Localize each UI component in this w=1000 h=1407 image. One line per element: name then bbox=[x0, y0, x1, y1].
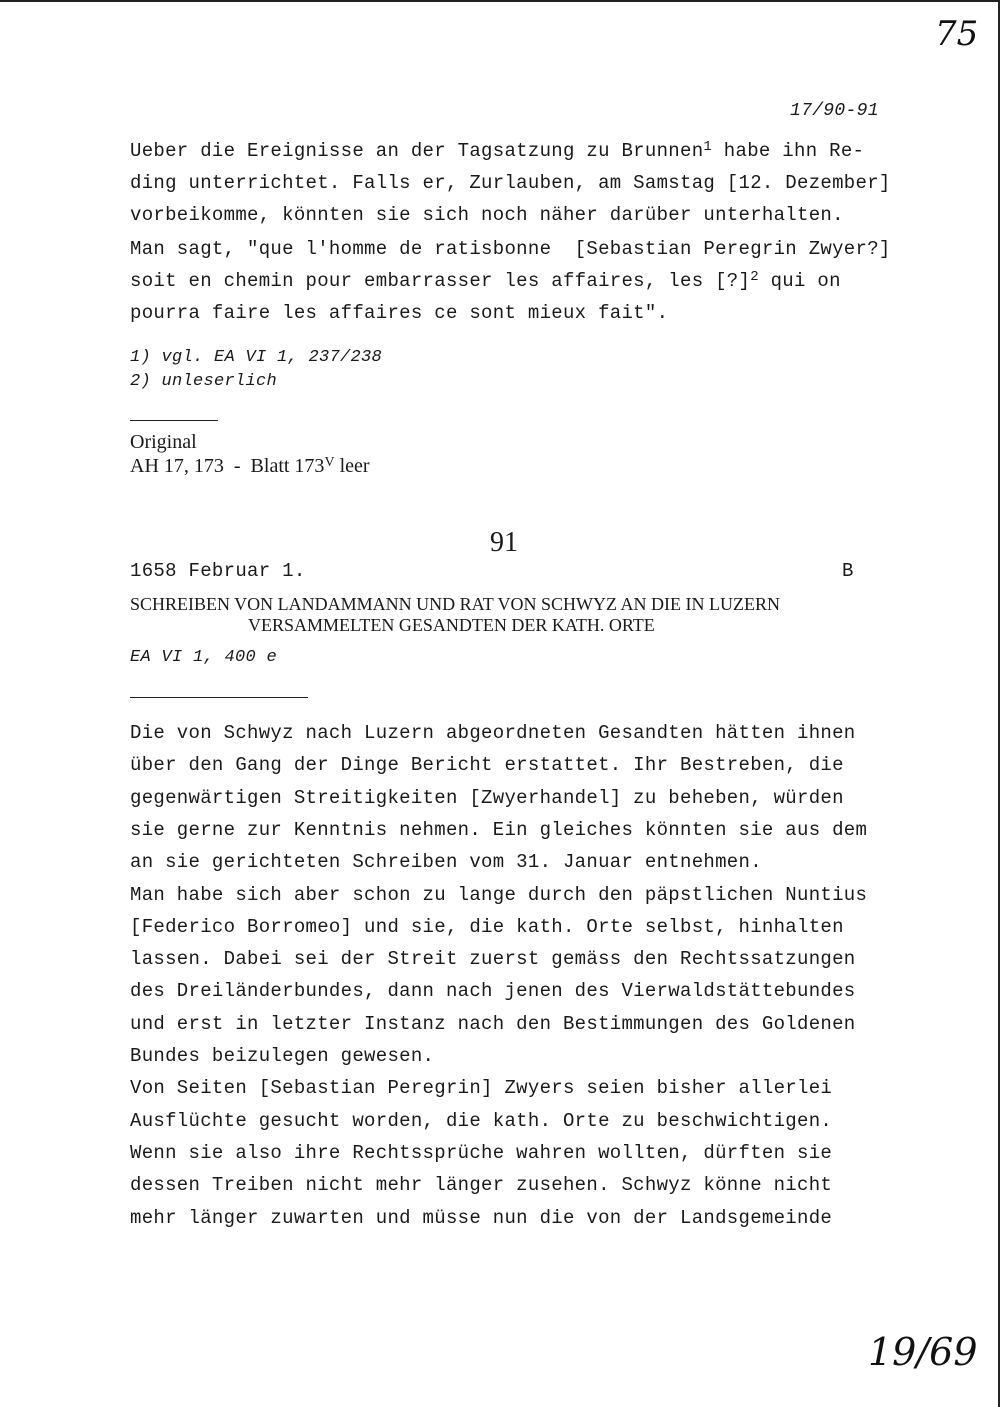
source-reference-sup: V bbox=[324, 455, 335, 470]
footnote-2: 2) unleserlich bbox=[130, 372, 278, 391]
entry-title-line-2: VERSAMMELTEN GESANDTEN DER KATH. ORTE bbox=[248, 615, 655, 635]
body-line: des Dreiländerbundes, dann nach jenen des Vierwaldstättebundes bbox=[130, 980, 856, 1002]
prev-entry-line-text: Ueber die Ereignisse an der Tagsatzung zu Brunnen bbox=[130, 140, 704, 162]
source-reference-tail: leer bbox=[334, 455, 370, 477]
footnote-marker: 1 bbox=[703, 139, 713, 155]
body-line: gegenwärtigen Streitigkeiten [Zwyerhandel] zu beheben, würden bbox=[130, 787, 844, 809]
prev-entry-line-text: soit en chemin pour embarrasser les affaires, les [?] bbox=[130, 270, 751, 292]
body-line: an sie gerichteten Schreiben vom 31. Januar entnehmen. bbox=[130, 851, 762, 873]
body-line: Von Seiten [Sebastian Peregrin] Zwyers seien bisher allerlei bbox=[130, 1077, 833, 1099]
entry-reference: EA VI 1, 400 e bbox=[130, 648, 278, 667]
body-line: Wenn sie also ihre Rechtssprüche wahren wollten, dürften sie bbox=[130, 1142, 833, 1164]
footnote-marker: 2 bbox=[750, 269, 759, 285]
prev-entry-line-text: ding unterrichtet. Falls er, Zurlauben, am Samstag [12. Dezember] bbox=[130, 172, 891, 194]
prev-entry-line bbox=[130, 238, 891, 260]
body-line: sie gerne zur Kenntnis nehmen. Ein gleiches könnten sie aus dem bbox=[130, 819, 868, 841]
folio-mark: 75 bbox=[935, 14, 979, 54]
prev-entry-line bbox=[130, 140, 864, 162]
prev-entry-line-tail: qui on bbox=[758, 270, 841, 292]
prev-entry-line-text: Man sagt, "que l'homme de ratisbonne [Sebastian Peregrin Zwyer?] bbox=[130, 238, 891, 260]
divider-rule bbox=[130, 420, 218, 421]
prev-entry-line-tail: habe ihn Re- bbox=[712, 140, 865, 162]
entry-title-line-1: SCHREIBEN VON LANDAMMANN UND RAT VON SCHWYZ AN DIE IN LUZERN bbox=[130, 594, 781, 614]
source-label: Original bbox=[130, 431, 197, 453]
footnote-1: 1) vgl. EA VI 1, 237/238 bbox=[130, 348, 383, 367]
body-line: Man habe sich aber schon zu lange durch den päpstlichen Nuntius bbox=[130, 884, 868, 906]
body-line: [Federico Borromeo] und sie, die kath. Orte selbst, hinhalten bbox=[130, 916, 844, 938]
prev-entry-line-text: vorbeikomme, könnten sie sich noch näher darüber unterhalten. bbox=[130, 204, 844, 226]
entry-number: 91 bbox=[490, 527, 518, 558]
body-line: Die von Schwyz nach Luzern abgeordneten Gesandten hätten ihnen bbox=[130, 722, 856, 744]
entry-date: 1658 Februar 1. bbox=[130, 560, 306, 582]
body-line: dessen Treiben nicht mehr länger zusehen. Schwyz könne nicht bbox=[130, 1174, 833, 1196]
prev-entry-line bbox=[130, 172, 891, 194]
entry-type-letter: B bbox=[842, 560, 854, 582]
prev-entry-line bbox=[130, 270, 841, 292]
footer-mark: 19/69 bbox=[868, 1330, 978, 1374]
body-line: und erst in letzter Instanz nach den Bestimmungen des Goldenen bbox=[130, 1013, 856, 1035]
entry-divider-rule bbox=[130, 697, 308, 698]
body-line: Bundes beizulegen gewesen. bbox=[130, 1045, 435, 1067]
prev-entry-line bbox=[130, 204, 844, 226]
body-line: Ausflüchte gesucht worden, die kath. Orte zu beschwichtigen. bbox=[130, 1110, 833, 1132]
document-reference: 17/90-91 bbox=[790, 101, 879, 121]
body-line: über den Gang der Dinge Bericht erstattet. Ihr Bestreben, die bbox=[130, 754, 844, 776]
prev-entry-line-text: pourra faire les affaires ce sont mieux fait". bbox=[130, 302, 669, 324]
body-line: lassen. Dabei sei der Streit zuerst gemäss den Rechtssatzungen bbox=[130, 948, 856, 970]
prev-entry-line bbox=[130, 302, 668, 324]
source-reference bbox=[130, 455, 370, 478]
source-reference-text: AH 17, 173 - Blatt 173 bbox=[130, 455, 325, 477]
body-line: mehr länger zuwarten und müsse nun die von der Landsgemeinde bbox=[130, 1207, 833, 1229]
